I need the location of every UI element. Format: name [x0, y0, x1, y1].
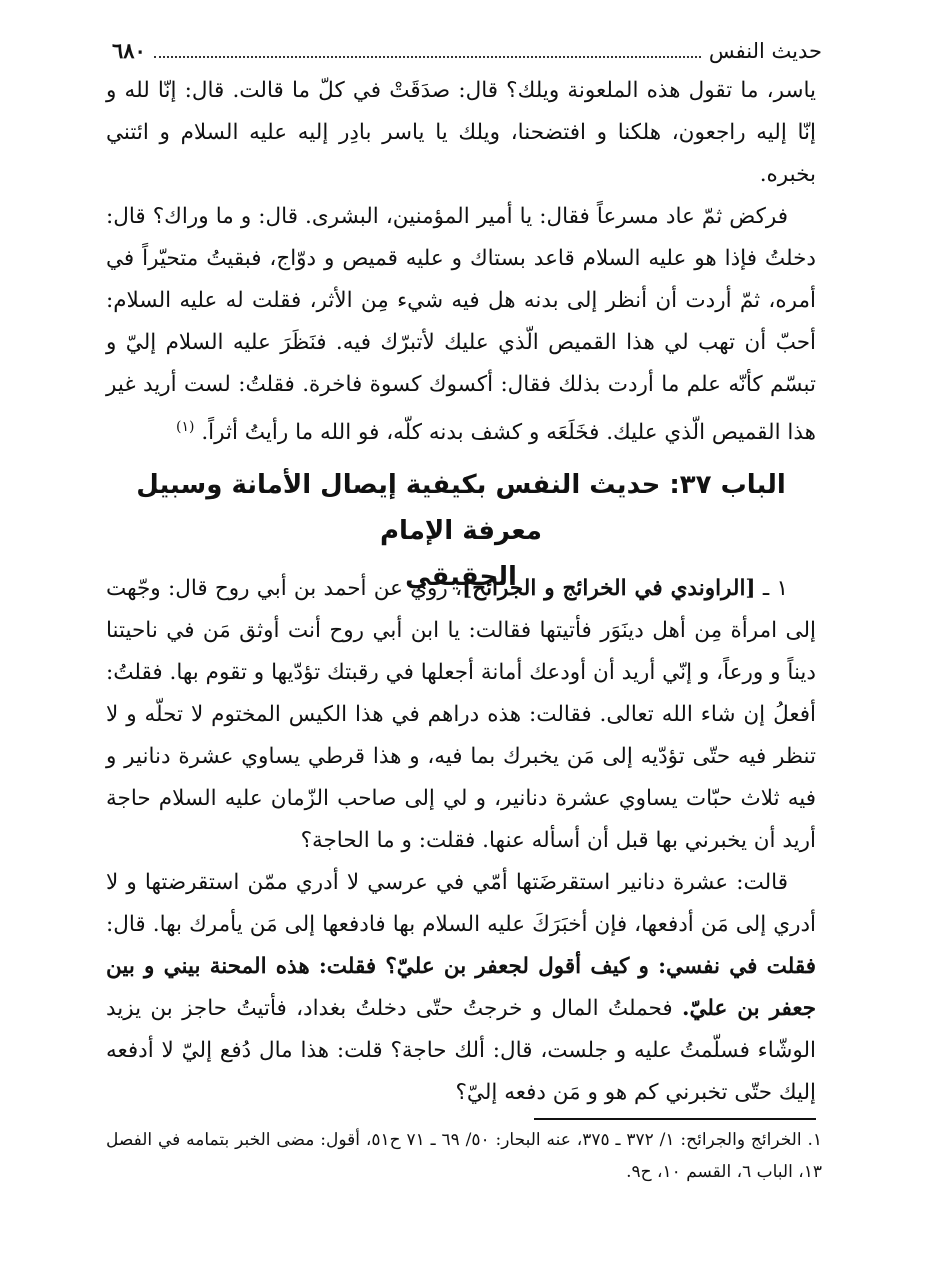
text-block-top [106, 70, 816, 454]
paragraph [106, 196, 816, 454]
paragraph [106, 862, 816, 1114]
running-title: حديث النفس [708, 39, 822, 63]
paragraph-text: فركض ثمّ عاد مسرعاً فقال: يا أمير المؤمنين، البشرى. قال: و ما وراك؟ قال: دخلتُ فإذا هو عليه السلام قاعد بستاك و عليه قميص و دوّاج، فبقيتُ متحيّراً في أمره، ثمّ أردت أن أنظر إلى بدنه هل فيه شيء مِن الأثر، فقلت له عليه السلام: أحبّ أن تهب لي هذا القميص الّذي عليك لأتبرّك فيه. فنَظَرَ عليه السلام إليّ و تبسّم كأنّه علم ما أردت بذلك فقال: أكسوك كسوة فاخرة. فقلتُ: لست أريد غير هذا القميص الّذي عليك. فخَلَعَه و كشف بدنه كلّه، فو الله ما رأيتُ أثراً. [106, 204, 816, 446]
paragraph-text: ، روي عن أحمد بن أبي روح قال: وجّهت إلى امرأة مِن أهل دينَوَر فأتيتها فقالت: يا ابن أبي روح أنت أوثق مَن في ناحيتنا ديناً و ورعاً، و إنّي أريد أن أودعك أمانة أجعلها في رقبتك تؤدّيها و تقوم بها. فقلتُ: أفعلُ إن شاء الله تعالى. فقالت: هذه دراهم في هذا الكيس المختوم لا تحلّه و لا تنظر فيه حتّى تؤدّيه إلى مَن يخبرك بما فيه، و هذا قرطي يساوي عشرة دنانير و فيه ثلاث حبّات يساوي عشرة دنانير، و لي إلى صاحب الزّمان عليه السلام حاجة أريد أن يخبرني بها قبل أن أسأله عنها. فقلت: و ما الحاجة؟ [106, 576, 816, 853]
paragraph-text-bold: فقلت في نفسي: و كيف أقول لجعفر بن عليّ؟ فقلت: هذه المحنة بيني و بين جعفر بن عليّ. [106, 954, 816, 1021]
footnote [106, 1124, 822, 1188]
text-block-main [106, 568, 816, 1114]
running-header [112, 34, 822, 68]
chapter-heading-line: الحقيقي [405, 562, 517, 592]
footnote-reference: (١) [176, 419, 195, 435]
source-citation: [الراوندي في الخرائج و الجرائح] [462, 576, 756, 601]
paragraph-text: فحملتُ المال و خرجتُ حتّى دخلتُ بغداد، فأتيتُ حاجز بن يزيد الوشّاء فسلّمتُ عليه و جلست، قال: ألك حاجة؟ قلت: هذا مال دُفع إليّ لا أدفعه إليك حتّى تخبرني كم هو و مَن دفعه إليّ؟ [106, 996, 816, 1105]
item-number: ١ ـ [762, 576, 788, 601]
chapter-heading-line: الباب ٣٧: حديث النفس بكيفية إيصال الأمانة وسبيل معرفة الإمام [136, 470, 786, 546]
paragraph: ياسر، ما تقول هذه الملعونة ويلك؟ قال: صدَقَتْ في كلّ ما قالت. قال: إنّا لله و إنّا إليه راجعون، هلكنا و افتضحنا، ويلك يا ياسر بادِر إليه عليه السلام و ائتني بخبره. [106, 78, 816, 187]
paragraph-text: قالت: عشرة دنانير استقرضَتها أمّي في عرسي لا أدري ممّن استقرضتها و لا أدري إلى مَن أدفعها، فإن أخبَرَكَ عليه السلام بها فادفعها إلى مَن يأمرك بها. قال: [106, 870, 816, 937]
paragraph [106, 568, 816, 862]
footnote-divider [534, 1118, 816, 1120]
dotted-leader [154, 54, 701, 58]
page-number: ٦٨٠ [112, 38, 146, 63]
footnote-text: ١. الخرائج والجرائح: ١/ ٣٧٢ ـ ٣٧٥، عنه البحار: ٥٠/ ٦٩ ـ ٧١ ح٥١، أقول: مضى الخبر بتمامه في الفصل ١٣، الباب ٦، القسم ١٠، ح٩. [106, 1130, 822, 1182]
